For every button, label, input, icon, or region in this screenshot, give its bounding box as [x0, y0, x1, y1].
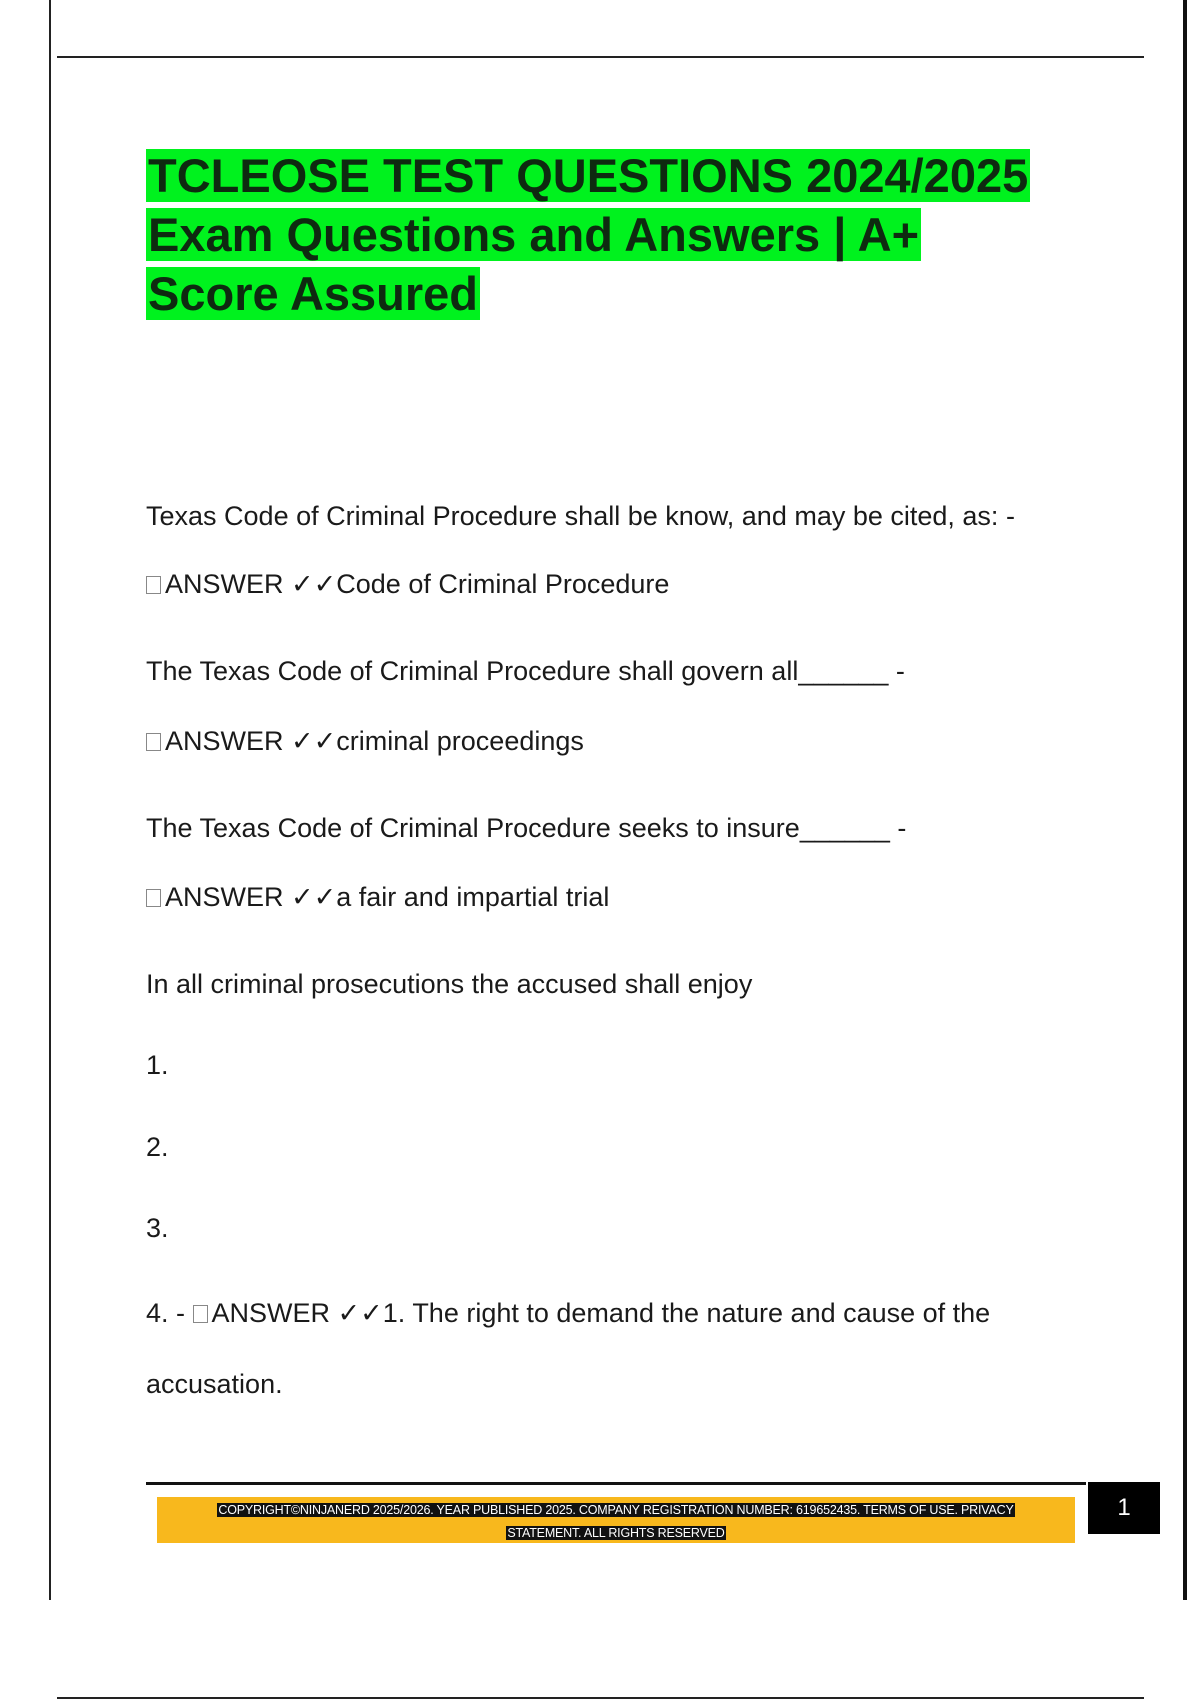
list-item-4-prefix: 4. -	[146, 1298, 193, 1328]
document-title	[146, 146, 1066, 323]
answer-1-prefix: ANSWER ✓✓	[165, 569, 337, 599]
answer-4	[146, 1296, 990, 1330]
page-number: 1	[1088, 1482, 1160, 1534]
title-line-3: Score Assured	[148, 267, 479, 320]
copyright-line-1: COPYRIGHT©NINJANERD 2025/2026. YEAR PUBLISHED 2025. COMPANY REGISTRATION NUMBER: 619652435. TERMS OF USE. PRIVACY	[218, 1503, 1014, 1517]
list-item-2: 2.	[146, 1132, 169, 1162]
question-3: The Texas Code of Criminal Procedure seeks to insure______ -	[146, 813, 907, 843]
copyright-line-2: STATEMENT. ALL RIGHTS RESERVED	[507, 1526, 725, 1540]
answer-4-prefix: ANSWER ✓✓	[211, 1298, 383, 1328]
answer-1-text: Code of Criminal Procedure	[336, 569, 670, 599]
header-rule	[57, 56, 1144, 58]
question-4: In all criminal prosecutions the accused shall enjoy	[146, 969, 753, 999]
checkbox-icon	[146, 733, 161, 751]
answer-1	[146, 567, 669, 601]
list-item-3: 3.	[146, 1213, 169, 1243]
answer-3-prefix: ANSWER ✓✓	[165, 882, 337, 912]
checkbox-icon	[146, 889, 161, 907]
footer-copyright	[157, 1499, 1075, 1545]
answer-4-continuation: accusation.	[146, 1369, 283, 1399]
title-line-2: Exam Questions and Answers | A+	[148, 208, 920, 261]
question-2: The Texas Code of Criminal Procedure shall govern all______ -	[146, 656, 905, 686]
list-item-1: 1.	[146, 1050, 169, 1080]
page-border-right	[1183, 0, 1187, 1600]
answer-2-text: criminal proceedings	[336, 726, 584, 756]
title-line-1: TCLEOSE TEST QUESTIONS 2024/2025	[148, 149, 1029, 202]
page-border-left	[49, 0, 51, 1600]
answer-3	[146, 880, 609, 914]
checkbox-icon	[193, 1305, 208, 1323]
next-page-rule	[57, 1697, 1144, 1699]
answer-2-prefix: ANSWER ✓✓	[165, 726, 337, 756]
answer-2	[146, 724, 584, 758]
checkbox-icon	[146, 576, 161, 594]
footer-rule	[146, 1482, 1086, 1485]
answer-4-text: 1. The right to demand the nature and cause of the	[382, 1298, 991, 1328]
answer-3-text: a fair and impartial trial	[336, 882, 610, 912]
question-1: Texas Code of Criminal Procedure shall be know, and may be cited, as: -	[146, 501, 1015, 531]
